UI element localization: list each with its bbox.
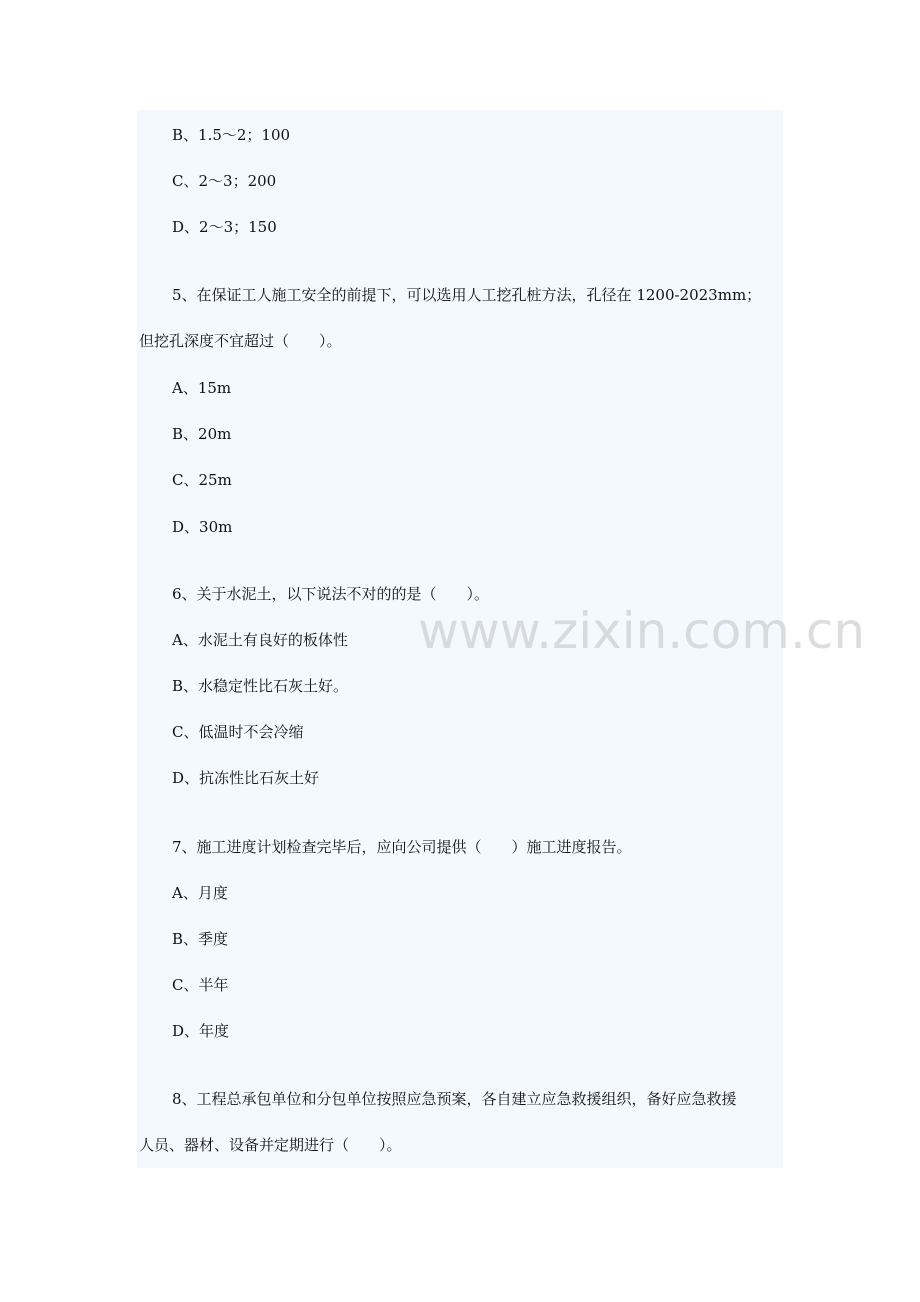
q5-stem-line1: 5、在保证工人施工安全的前提下，可以选用人工挖孔桩方法，孔径在 1200-2023mm；: [172, 286, 762, 304]
q6-option-b: B、水稳定性比石灰土好。: [172, 677, 349, 695]
q6-option-c: C、低温时不会冷缩: [172, 723, 304, 741]
watermark: www.zixin.com.cn: [418, 602, 866, 660]
q5-option-b: B、20m: [172, 425, 232, 443]
q7-option-a: A、月度: [172, 884, 228, 902]
q4-option-b: B、1.5～2；100: [172, 126, 291, 144]
q7-stem: 7、施工进度计划检查完毕后，应向公司提供（ ）施工进度报告。: [172, 838, 632, 856]
q7-option-d: D、年度: [172, 1022, 230, 1040]
q7-option-b: B、季度: [172, 930, 229, 948]
q5-stem-line2: 但挖孔深度不宜超过（ ）。: [139, 332, 342, 350]
q8-stem-line1: 8、工程总承包单位和分包单位按照应急预案，各自建立应急救援组织，备好应急救援: [172, 1090, 737, 1108]
q4-option-c: C、2～3；200: [172, 172, 277, 190]
q7-option-c: C、半年: [172, 976, 229, 994]
q6-option-d: D、抗冻性比石灰土好: [172, 769, 320, 787]
q6-stem: 6、关于水泥土，以下说法不对的的是（ ）。: [172, 585, 490, 603]
q4-option-d: D、2～3；150: [172, 218, 277, 236]
q5-option-c: C、25m: [172, 471, 232, 489]
q5-option-a: A、15m: [172, 379, 232, 397]
q6-option-a: A、水泥土有良好的板体性: [172, 631, 348, 649]
q5-option-d: D、30m: [172, 518, 233, 536]
q8-stem-line2: 人员、器材、设备并定期进行（ ）。: [139, 1136, 402, 1154]
